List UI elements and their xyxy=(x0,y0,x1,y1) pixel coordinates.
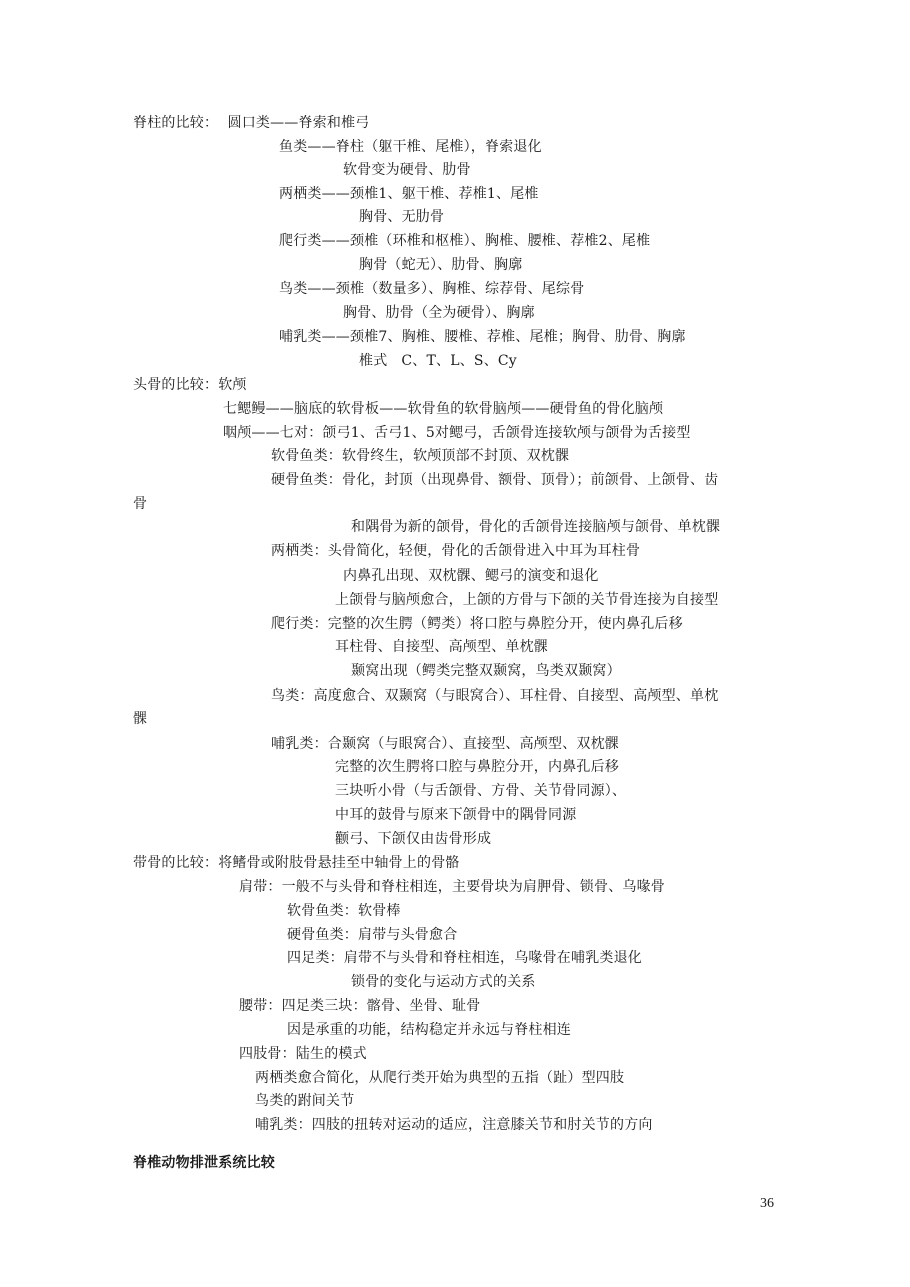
text-line: 颞窝出现（鳄类完整双颞窝，鸟类双颞窝） xyxy=(351,663,621,679)
text-line: 软骨变为硬骨、肋骨 xyxy=(343,162,471,178)
text-line: 两栖类：头骨简化，轻便，骨化的舌颌骨进入中耳为耳柱骨 xyxy=(271,543,641,559)
text-line: 哺乳类——颈椎7、胸椎、腰椎、荐椎、尾椎；胸骨、肋骨、胸廓 xyxy=(279,329,686,345)
text-line: 锁骨的变化与运动方式的关系 xyxy=(351,974,536,990)
text-line: 头骨的比较：软颅 xyxy=(133,377,247,393)
text-line: 耳柱骨、自接型、高颅型、单枕髁 xyxy=(335,639,548,655)
text-line: 软骨鱼类：软骨棒 xyxy=(287,903,401,919)
text-line: 两栖类愈合简化，从爬行类开始为典型的五指（趾）型四肢 xyxy=(255,1070,625,1086)
text-line: 爬行类：完整的次生腭（鳄类）将口腔与鼻腔分开，使内鼻孔后移 xyxy=(271,616,683,632)
text-line: 中耳的鼓骨与原来下颌骨中的隅骨同源 xyxy=(335,807,577,823)
text-line: 带骨的比较：将鳍骨或附肢骨悬挂至中轴骨上的骨骼 xyxy=(133,855,460,871)
text-line: 胸骨、肋骨（全为硬骨）、胸廓 xyxy=(343,305,535,321)
text-line: 上颌骨与脑颅愈合，上颌的方骨与下颌的关节骨连接为自接型 xyxy=(335,592,719,608)
text-line: 胸骨（蛇无）、肋骨、胸廓 xyxy=(359,257,523,273)
text-line: 哺乳类：合颞窝（与眼窝合）、直接型、高颅型、双枕髁 xyxy=(271,736,619,752)
text-line: 髁 xyxy=(133,711,148,727)
text-line: 鸟类：高度愈合、双颞窝（与眼窝合）、耳柱骨、自接型、高颅型、单枕 xyxy=(271,688,719,704)
text-line: 和隅骨为新的颌骨，骨化的舌颌骨连接脑颅与颌骨、单枕髁 xyxy=(351,519,721,535)
section-heading: 脊椎动物排泄系统比较 xyxy=(133,1155,275,1171)
text-line: 鱼类——脊柱（躯干椎、尾椎），脊索退化 xyxy=(279,139,542,155)
text-line: 完整的次生腭将口腔与鼻腔分开，内鼻孔后移 xyxy=(335,759,619,775)
page-number: 36 xyxy=(760,1196,774,1211)
text-line: 软骨鱼类：软骨终生，软颅顶部不封顶、双枕髁 xyxy=(271,448,570,464)
text-line: 因是承重的功能，结构稳定并永远与脊柱相连 xyxy=(287,1022,571,1038)
text-line: 椎式 C、T、L、S、Cy xyxy=(359,353,517,369)
text-line: 三块听小骨（与舌颌骨、方骨、关节骨同源）、 xyxy=(335,783,627,799)
text-line: 七鳃鳗——脑底的软骨板——软骨鱼的软骨脑颅——硬骨鱼的骨化脑颅 xyxy=(223,401,664,417)
text-line: 鸟类的跗间关节 xyxy=(255,1093,355,1109)
text-line: 鸟类——颈椎（数量多）、胸椎、综荐骨、尾综骨 xyxy=(279,281,585,297)
text-line: 胸骨、无肋骨 xyxy=(359,209,445,225)
text-line: 咽颅——七对：颌弓1、舌弓1、5对鳃弓，舌颌骨连接软颅与颌骨为舌接型 xyxy=(223,425,691,441)
text-line: 爬行类——颈椎（环椎和枢椎）、胸椎、腰椎、荐椎2、尾椎 xyxy=(279,233,651,249)
text-line: 哺乳类：四肢的扭转对运动的适应，注意膝关节和肘关节的方向 xyxy=(255,1117,653,1133)
text-line: 内鼻孔出现、双枕髁、鳃弓的演变和退化 xyxy=(343,568,599,584)
text-line: 四肢骨：陆生的模式 xyxy=(239,1046,367,1062)
text-line: 四足类：肩带不与头骨和脊柱相连，乌喙骨在哺乳类退化 xyxy=(287,950,642,966)
text-line: 两栖类——颈椎1、躯干椎、荐椎1、尾椎 xyxy=(279,186,539,202)
text-line: 骨 xyxy=(133,496,148,512)
text-line: 肩带：一般不与头骨和脊柱相连，主要骨块为肩胛骨、锁骨、乌喙骨 xyxy=(239,879,665,895)
text-line: 硬骨鱼类：骨化，封顶（出现鼻骨、额骨、顶骨）；前颌骨、上颌骨、齿 xyxy=(271,472,719,488)
text-line: 腰带：四足类三块：髂骨、坐骨、耻骨 xyxy=(239,998,481,1014)
text-line: 脊柱的比较： 圆口类——脊索和椎弓 xyxy=(133,115,370,131)
text-line: 颧弓、下颌仅由齿骨形成 xyxy=(335,831,492,847)
text-line: 硬骨鱼类：肩带与头骨愈合 xyxy=(287,927,458,943)
